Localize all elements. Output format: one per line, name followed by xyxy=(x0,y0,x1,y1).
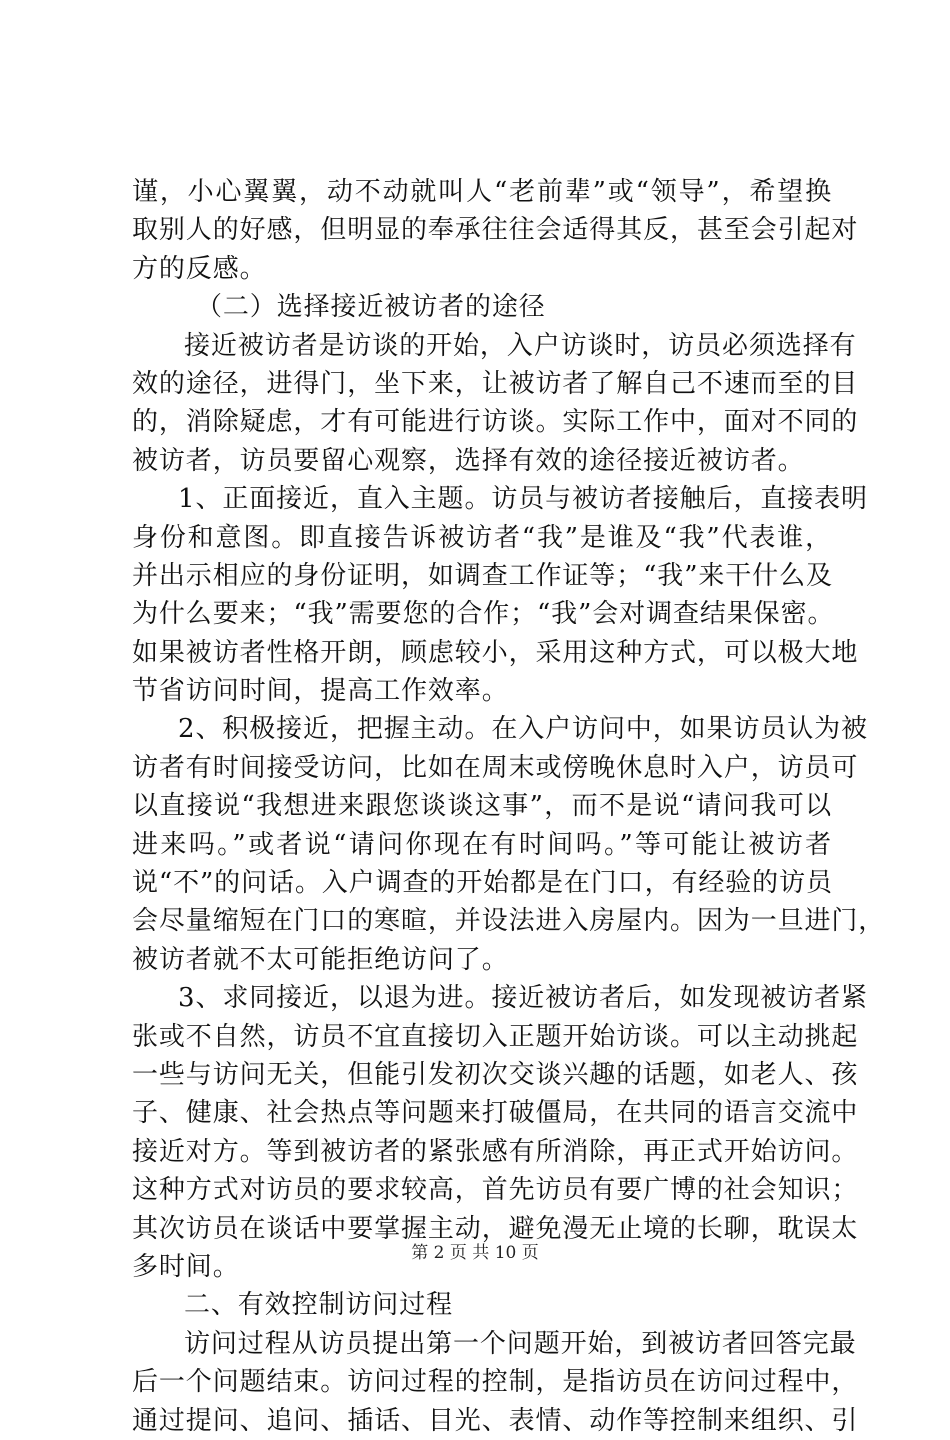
text-line: 一些与访问无关，但能引发初次交谈兴趣的话题，如老人、孩 xyxy=(132,1059,859,1090)
page-number-footer: 第 2 页 共 10 页 xyxy=(411,1243,539,1263)
text-line: 的，消除疑虑，才有可能进行访谈。实际工作中，面对不同的 xyxy=(132,407,859,438)
text-line: 如果被访者性格开朗，顾虑较小，采用这种方式，可以极大地 xyxy=(132,637,859,668)
text-line: 并出示相应的身份证明，如调查工作证等；“我”来干什么及 xyxy=(132,560,833,591)
text-line: 被访者，访员要留心观察，选择有效的途径接近被访者。 xyxy=(132,445,805,476)
text-line: 这种方式对访员的要求较高，首先访员有要广博的社会知识； xyxy=(132,1175,859,1206)
text-line: 子、健康、社会热点等问题来打破僵局，在共同的语言交流中 xyxy=(132,1098,859,1129)
text-line: 1、正面接近，直入主题。访员与被访者接触后，直接表明 xyxy=(178,484,868,515)
text-line: 以直接说“我想进来跟您谈谈这事”，而不是说“请问我可以 xyxy=(132,791,832,822)
text-line: 会尽量缩短在门口的寒暄，并设法进入房屋内。因为一旦进门， xyxy=(132,906,886,937)
text-line: 通过提问、追问、插话、目光、表情、动作等控制来组织、引 xyxy=(132,1405,859,1436)
text-line: 张或不自然，访员不宜直接切入正题开始访谈。可以主动挑起 xyxy=(132,1021,859,1052)
section-heading: 二、有效控制访问过程 xyxy=(184,1290,454,1321)
text-line: 取别人的好感，但明显的奉承往往会适得其反，甚至会引起对 xyxy=(132,215,859,246)
text-line: 节省访问时间，提高工作效率。 xyxy=(132,676,509,707)
text-line: 其次访员在谈话中要掌握主动，避免漫无止境的长聊，耽误太 xyxy=(132,1213,859,1244)
text-line: 身份和意图。即直接告诉被访者“我”是谁及“我”代表谁， xyxy=(132,522,832,553)
text-line: 效的途径，进得门，坐下来，让被访者了解自己不速而至的目 xyxy=(132,368,859,399)
text-line: 2、积极接近，把握主动。在入户访问中，如果访员认为被 xyxy=(178,714,868,745)
text-line: 多时间。 xyxy=(132,1251,240,1282)
text-line: 谨，小心翼翼，动不动就叫人“老前辈”或“领导”，希望换 xyxy=(132,177,832,207)
text-line: 接近对方。等到被访者的紧张感有所消除，再正式开始访问。 xyxy=(132,1136,859,1167)
section-heading: （二）选择接近被访者的途径 xyxy=(196,292,546,323)
text-line: 3、求同接近，以退为进。接近被访者后，如发现被访者紧 xyxy=(178,983,868,1014)
text-line: 进来吗。”或者说“请问你现在有时间吗。”等可能让被访者 xyxy=(132,829,832,860)
text-line: 后一个问题结束。访问过程的控制，是指访员在访问过程中， xyxy=(132,1367,859,1398)
text-line: 被访者就不太可能拒绝访问了。 xyxy=(132,944,509,975)
text-line: 为什么要来；“我”需要您的合作；“我”会对调查结果保密。 xyxy=(132,599,835,630)
text-line: 接近被访者是访谈的开始，入户访谈时，访员必须选择有 xyxy=(184,330,857,361)
text-line: 说“不”的问话。入户调查的开始都是在门口，有经验的访员 xyxy=(132,868,833,899)
text-line: 方的反感。 xyxy=(132,253,267,284)
text-line: 访问过程从访员提出第一个问题开始，到被访者回答完最 xyxy=(184,1328,857,1359)
text-line: 访者有时间接受访问，比如在周末或傍晚休息时入户，访员可 xyxy=(132,752,859,783)
